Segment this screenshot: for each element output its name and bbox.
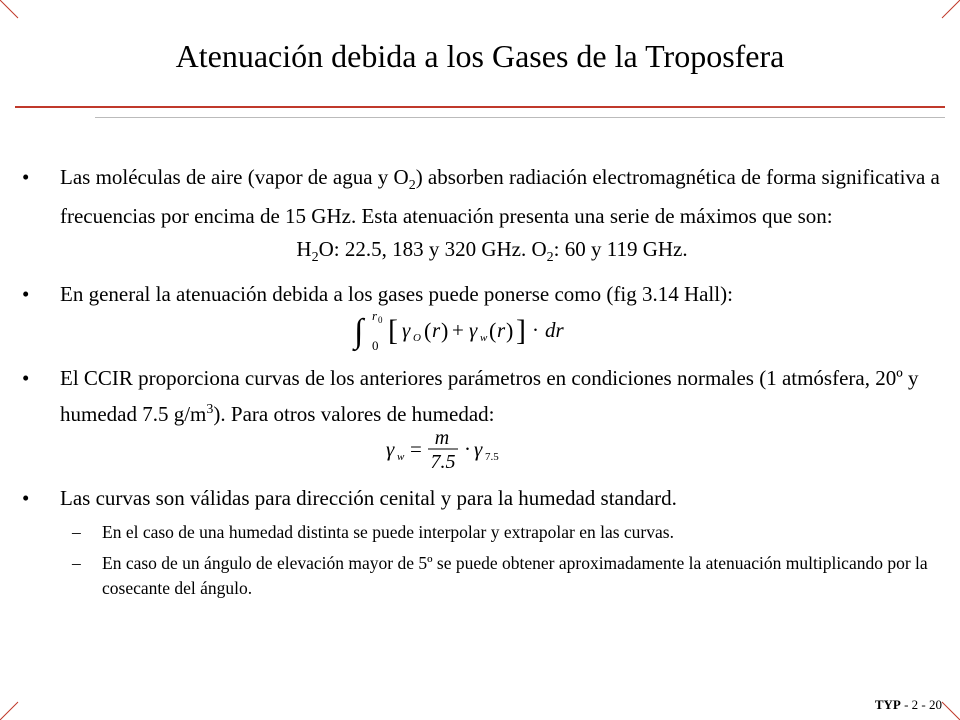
sub-item-humidity xyxy=(22,520,942,545)
svg-text:+: + xyxy=(452,318,464,343)
svg-text:r: r xyxy=(432,318,441,343)
integral-formula xyxy=(22,308,942,361)
svg-text:O: O xyxy=(413,332,421,345)
bullet-text: Las curvas son válidas para dirección cenital y para la humedad standard. xyxy=(60,486,677,511)
svg-text:w: w xyxy=(397,451,405,464)
svg-text:∫: ∫ xyxy=(354,313,364,351)
svg-text:0: 0 xyxy=(372,338,379,353)
svg-text:r: r xyxy=(497,318,506,343)
bullet-ccir xyxy=(22,363,942,430)
title-rule-gray xyxy=(95,117,945,118)
sub-item-elevation xyxy=(22,551,942,601)
svg-text:·: · xyxy=(532,318,539,343)
slide-title: Atenuación debida a los Gases de la Troposfera xyxy=(175,38,785,74)
bullet-molecules xyxy=(22,162,942,232)
humidity-formula xyxy=(22,428,942,481)
absorption-peaks-line: $H_2O$: 22.5, 183 y 320 GHz. $O_2$: 60 y 119 GHz. xyxy=(296,237,688,266)
svg-text:w: w xyxy=(480,332,488,345)
footer-page-number: - 2 - 20 xyxy=(900,697,942,712)
svg-text:7.5: 7.5 xyxy=(485,451,499,464)
svg-text:γ: γ xyxy=(469,318,478,343)
bullet-mark: • xyxy=(22,282,30,307)
corner-decoration-bottom-left xyxy=(0,700,20,720)
svg-text:(: ( xyxy=(489,318,497,344)
svg-text:r: r xyxy=(372,308,378,324)
svg-text:7.5: 7.5 xyxy=(430,451,456,473)
dash-mark: – xyxy=(72,522,81,543)
dash-mark: – xyxy=(72,553,81,574)
svg-text:[: [ xyxy=(388,314,398,348)
bullet-text: El CCIR proporciona curvas de los anteriores parámetros en condiciones normales (1 atmósfera, 20º y humedad 7.5 $g/m^3$). Para otros valores de humedad: xyxy=(60,366,919,427)
corner-decoration-bottom-right xyxy=(940,700,960,720)
svg-text:γ: γ xyxy=(474,437,483,462)
slide-content xyxy=(22,162,942,601)
svg-text:]: ] xyxy=(516,314,526,348)
bullet-mark: • xyxy=(22,486,30,511)
svg-text:γ: γ xyxy=(402,318,411,343)
svg-text:(: ( xyxy=(424,318,432,344)
svg-text:=: = xyxy=(410,437,422,462)
sub-item-text: En caso de un ángulo de elevación mayor de 5º se puede obtener aproximadamente la atenuación multiplicando por la cosecante del ángulo. xyxy=(102,553,928,599)
corner-decoration-top-left xyxy=(0,0,20,20)
svg-text:): ) xyxy=(441,318,449,344)
sub-item-text: En el caso de una humedad distinta se puede interpolar y extrapolar en las curvas. xyxy=(102,522,674,543)
slide-footer xyxy=(875,697,942,713)
svg-text:·: · xyxy=(464,437,471,462)
svg-text:m: m xyxy=(434,428,450,450)
integral-formula-svg xyxy=(352,308,612,352)
humidity-formula-svg xyxy=(382,428,582,472)
title-rule-red xyxy=(15,106,945,108)
svg-text:γ: γ xyxy=(386,437,395,462)
bullet-mark: • xyxy=(22,165,30,189)
svg-text:0: 0 xyxy=(378,315,383,326)
footer-label: TYP xyxy=(874,697,901,712)
svg-text:): ) xyxy=(506,318,514,344)
bullet-text: Las moléculas de aire (vapor de agua y $O_2$) absorben radiación electromagnética de forma significativa a frecuencias por encima de 15 GHz. Esta atenuación presenta una serie de máximos que son: xyxy=(60,165,940,229)
bullet-general-attenuation xyxy=(22,279,942,310)
bullet-curves xyxy=(22,483,942,514)
corner-decoration-top-right xyxy=(940,0,960,20)
bullet-mark: • xyxy=(22,366,30,391)
bullet-text: En general la atenuación debida a los gases puede ponerse como (fig 3.14 Hall): xyxy=(60,282,733,307)
svg-text:dr: dr xyxy=(545,318,564,343)
